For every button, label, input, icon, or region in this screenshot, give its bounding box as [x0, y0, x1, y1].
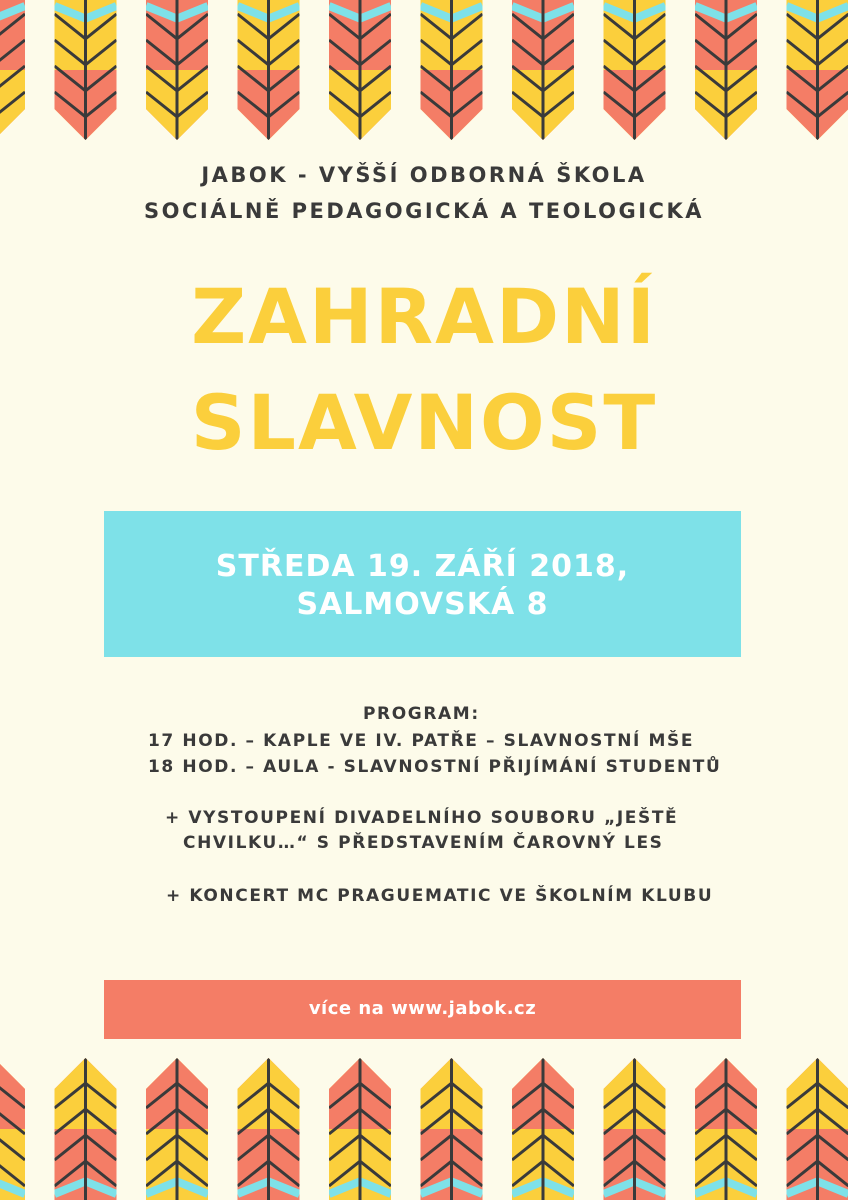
- feather-shape: [238, 1058, 300, 1200]
- school-name-line-1: JABOK - VYŠŠÍ ODBORNÁ ŠKOLA: [201, 163, 647, 187]
- website-link[interactable]: více na www.jabok.cz: [308, 998, 537, 1019]
- feather-shape: [695, 1058, 757, 1200]
- school-name-line-2: SOCIÁLNĚ PEDAGOGICKÁ A TEOLOGICKÁ: [144, 199, 704, 223]
- feather-shape: [55, 1058, 117, 1200]
- program-item-mass: 17 HOD. – KAPLE VE IV. PATŘE – SLAVNOSTNÍ MŠE: [148, 731, 695, 751]
- feather-shape: [787, 0, 848, 140]
- feather-shape: [787, 1058, 848, 1200]
- website-banner: [104, 980, 741, 1039]
- feather-shape: [238, 0, 300, 140]
- feather-shape: [55, 0, 117, 140]
- event-title-line-2: SLAVNOST: [190, 378, 658, 467]
- program-extra-theatre-line-2: CHVILKU…“ S PŘEDSTAVENÍM ČAROVNÝ LES: [183, 833, 664, 853]
- date-place-banner: [104, 511, 741, 657]
- feather-shape: [604, 0, 666, 140]
- program-item-assembly: 18 HOD. – AULA - SLAVNOSTNÍ PŘIJÍMÁNÍ STUDENTŮ: [148, 757, 722, 777]
- feather-shape: [604, 1058, 666, 1200]
- feather-shape: [512, 1058, 574, 1200]
- feather-shape: [421, 0, 483, 140]
- feather-shape: [329, 0, 391, 140]
- event-title-line-1: ZAHRADNÍ: [191, 272, 657, 361]
- feather-shape: [421, 1058, 483, 1200]
- feather-shape: [146, 1058, 208, 1200]
- bottom-feather-pattern: [0, 1058, 848, 1200]
- program-extra-concert: + KONCERT MC PRAGUEMATIC VE ŠKOLNÍM KLUBU: [166, 886, 714, 906]
- top-feather-pattern: [0, 0, 848, 140]
- feather-shape: [0, 0, 25, 140]
- top-feather-border: [0, 0, 848, 140]
- event-date: STŘEDA 19. ZÁŘÍ 2018,: [215, 549, 630, 584]
- event-place: SALMOVSKÁ 8: [296, 587, 549, 622]
- bottom-feather-border: [0, 1058, 848, 1200]
- feather-shape: [695, 0, 757, 140]
- program-extra-theatre-line-1: + VYSTOUPENÍ DIVADELNÍHO SOUBORU „JEŠTĚ: [165, 808, 679, 828]
- feather-shape: [512, 0, 574, 140]
- feather-shape: [329, 1058, 391, 1200]
- feather-shape: [146, 0, 208, 140]
- program-heading: PROGRAM:: [363, 704, 480, 724]
- feather-shape: [0, 1058, 25, 1200]
